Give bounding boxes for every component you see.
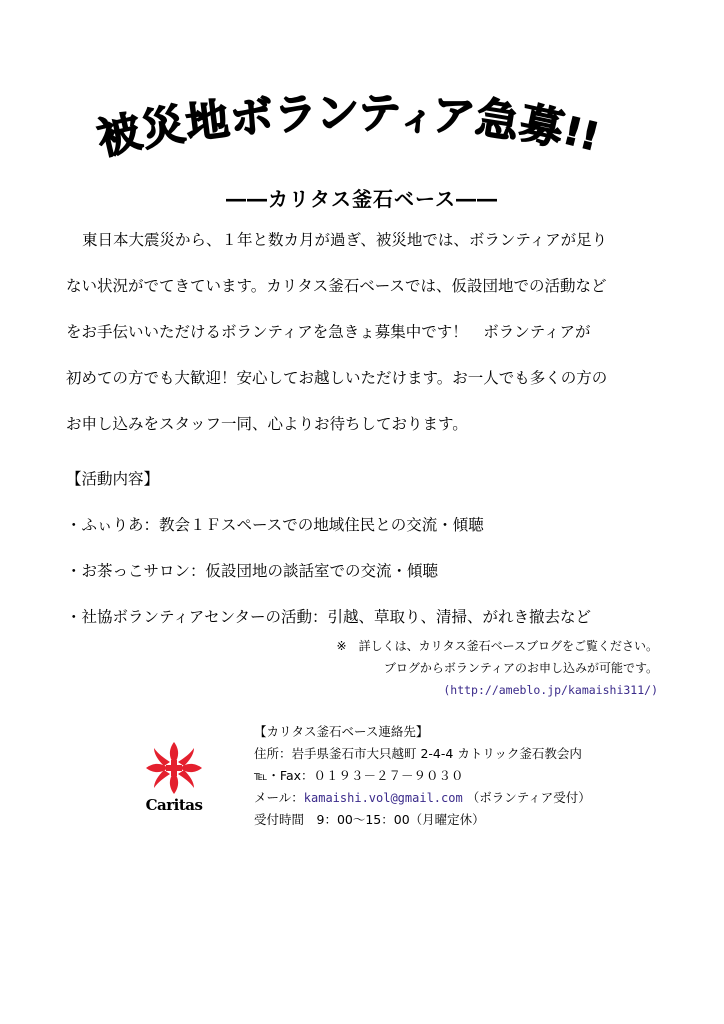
title-char: ン [316, 89, 359, 139]
title-char: ィ [398, 97, 436, 141]
subtitle: ――カリタス釜石ベース―― [226, 187, 498, 211]
paragraph-line: をお手伝いいただけるボランティアを急きょ募集中です！ ボランティアが [66, 323, 591, 341]
title-char: 被 [92, 106, 147, 166]
email-note: （ボランティア受付） [466, 790, 591, 805]
contact-heading: 【カリタス釜石ベース連絡先】 [254, 724, 429, 739]
activity-item: ・お茶っこサロン：仮設団地の談話室での交流・傾聴 [66, 562, 439, 580]
title-char: 災 [137, 99, 190, 157]
contact-address: 住所：岩手県釜石市大只越町 2-4-4 カトリック釜石教会内 [254, 746, 582, 761]
title-char: 地 [183, 94, 232, 150]
activities-heading: 【活動内容】 [66, 470, 160, 488]
caritas-cross-icon [142, 740, 206, 796]
title-char: 急 [472, 92, 523, 149]
activity-item: ・社協ボランティアセンターの活動：引越、草取り、清掃、がれき撤去など [66, 608, 591, 626]
contact-email-row [254, 788, 674, 810]
paragraph-line: 東日本大震災から、１年と数カ月が過ぎ、被災地では、ボランティアが足り [82, 231, 608, 249]
contact-section [254, 722, 674, 832]
paragraph-line: ない状況がでてきています。カリタス釜石ベースでは、仮設団地での活動など [66, 277, 607, 295]
blog-url-link[interactable]: (http://ameblo.jp/kamaishi311/) [443, 683, 658, 697]
contact-hours: 受付時間 9：00～15：00（月曜定休） [254, 812, 485, 827]
caritas-logo-text: Caritas [145, 796, 203, 814]
title-char: テ [357, 88, 402, 140]
activities-section [66, 468, 686, 652]
title-char: ラ [273, 89, 318, 141]
paragraph-line: 初めての方でも大歓迎！安心してお越しいただけます。お一人でも多くの方の [66, 369, 608, 387]
note-line: ※ 詳しくは、カリタス釜石ベースブログをご覧ください。 [336, 639, 658, 653]
page-title [92, 86, 636, 166]
email-link[interactable]: kamaishi.vol@gmail.com [303, 791, 463, 805]
title-char: 募 [515, 97, 568, 156]
email-label: メール： [254, 790, 304, 805]
contact-phone: ℡・Fax：０１９３－２７－９０３０ [254, 768, 464, 783]
blog-notes [238, 636, 658, 702]
page-title-art [92, 86, 636, 166]
title-char: ボ [228, 91, 275, 145]
intro-paragraph [66, 229, 666, 459]
title-char: !! [559, 108, 604, 160]
title-char: ア [429, 89, 478, 145]
activity-item: ・ふぃりあ：教会１Ｆスペースでの地域住民との交流・傾聴 [66, 516, 484, 534]
caritas-logo [142, 740, 206, 822]
paragraph-line: お申し込みをスタッフ一同、心よりお待ちしております。 [66, 415, 468, 433]
note-line: ブログからボランティアのお申し込みが可能です。 [383, 661, 658, 675]
